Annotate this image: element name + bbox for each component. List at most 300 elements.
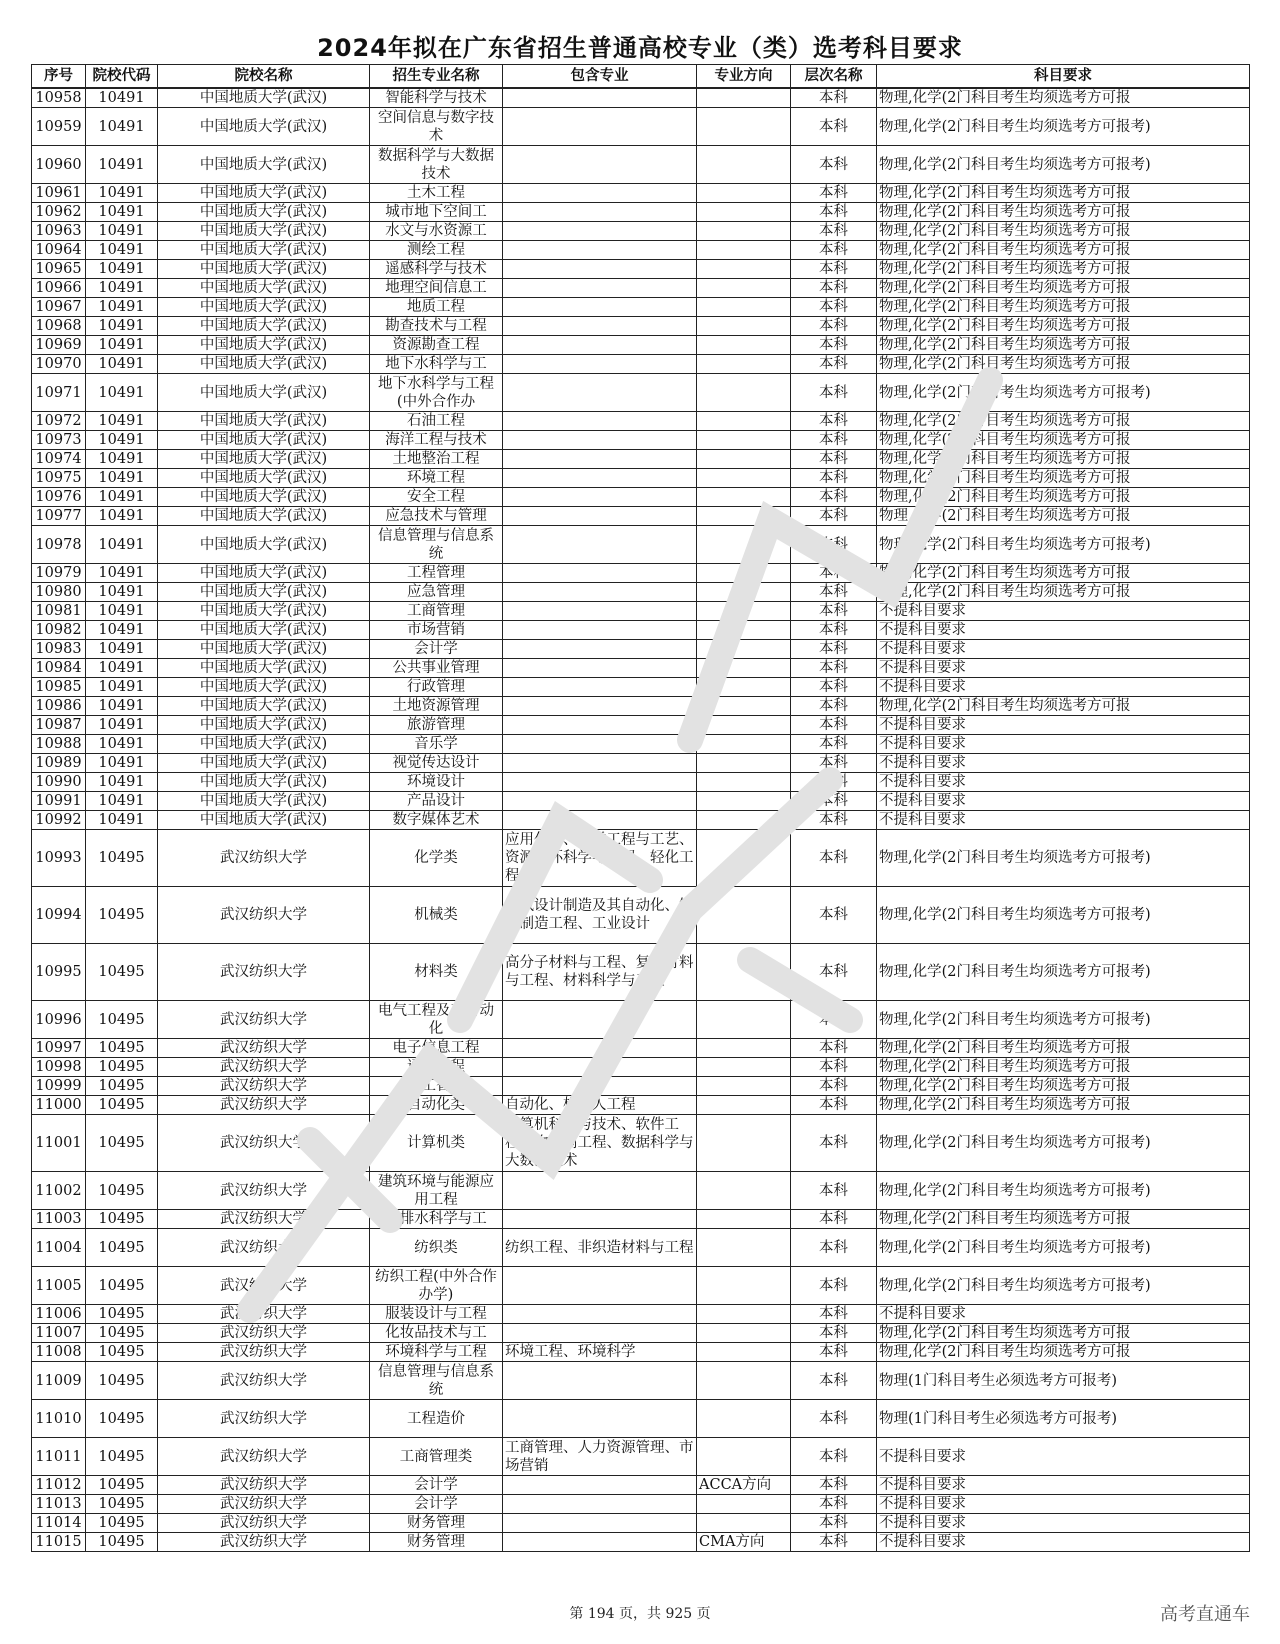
requirement-cell: 物理(1门科目考生必须选考方可报考): [877, 1362, 1250, 1400]
requirement-cell: 物理,化学(2门科目考生均须选考方可报: [877, 564, 1250, 583]
major-cell: 音乐学: [370, 735, 503, 754]
school-cell: 武汉纺织大学: [158, 1533, 370, 1552]
major-cell: 资源勘查工程: [370, 336, 503, 355]
direction-cell: [697, 1267, 791, 1305]
code-cell: 10495: [86, 1533, 158, 1552]
level-cell: 本科: [791, 1039, 877, 1058]
major-cell: 纺织工程(中外合作办学): [370, 1267, 503, 1305]
seq-cell: 10959: [32, 108, 86, 146]
level-cell: 本科: [791, 1229, 877, 1267]
seq-cell: 10991: [32, 792, 86, 811]
seq-cell: 10970: [32, 355, 86, 374]
seq-cell: 10966: [32, 279, 86, 298]
major-cell: 测绘工程: [370, 241, 503, 260]
include-cell: [503, 773, 697, 792]
seq-cell: 10994: [32, 887, 86, 944]
major-cell: 数据科学与大数据技术: [370, 146, 503, 184]
table-row: [32, 298, 1250, 317]
major-cell: 环境工程: [370, 469, 503, 488]
requirement-cell: 不提科目要求: [877, 1495, 1250, 1514]
level-cell: 本科: [791, 336, 877, 355]
requirement-cell: 物理,化学(2门科目考生均须选考方可报: [877, 241, 1250, 260]
seq-cell: 10983: [32, 640, 86, 659]
level-cell: 本科: [791, 317, 877, 336]
school-cell: 武汉纺织大学: [158, 1476, 370, 1495]
school-cell: 中国地质大学(武汉): [158, 412, 370, 431]
requirement-cell: 不提科目要求: [877, 754, 1250, 773]
direction-cell: [697, 944, 791, 1001]
include-cell: [503, 1533, 697, 1552]
table-row: [32, 1172, 1250, 1210]
major-cell: 电气工程及其自动化: [370, 1001, 503, 1039]
direction-cell: [697, 716, 791, 735]
table-row: [32, 1476, 1250, 1495]
school-cell: 中国地质大学(武汉): [158, 108, 370, 146]
column-header: 专业方向: [697, 65, 791, 89]
table-row: [32, 450, 1250, 469]
major-cell: 会计学: [370, 1495, 503, 1514]
requirement-cell: 物理,化学(2门科目考生均须选考方可报考): [877, 1172, 1250, 1210]
major-cell: 给排水科学与工: [370, 1210, 503, 1229]
requirement-cell: 物理,化学(2门科目考生均须选考方可报考): [877, 374, 1250, 412]
school-cell: 中国地质大学(武汉): [158, 203, 370, 222]
major-cell: 工商管理类: [370, 1438, 503, 1476]
school-cell: 中国地质大学(武汉): [158, 355, 370, 374]
requirement-cell: 物理,化学(2门科目考生均须选考方可报: [877, 88, 1250, 108]
major-cell: 化妆品技术与工: [370, 1324, 503, 1343]
table-row: [32, 412, 1250, 431]
code-cell: 10491: [86, 88, 158, 108]
code-cell: 10491: [86, 260, 158, 279]
code-cell: 10491: [86, 108, 158, 146]
direction-cell: [697, 659, 791, 678]
include-cell: [503, 1039, 697, 1058]
major-cell: 信息管理与信息系统: [370, 1362, 503, 1400]
table-row: [32, 1533, 1250, 1552]
table-row: [32, 1362, 1250, 1400]
school-cell: 中国地质大学(武汉): [158, 222, 370, 241]
level-cell: 本科: [791, 811, 877, 830]
include-cell: [503, 260, 697, 279]
requirements-table: [31, 64, 1250, 1552]
table-row: [32, 792, 1250, 811]
direction-cell: [697, 1438, 791, 1476]
requirement-cell: 物理,化学(2门科目考生均须选考方可报考): [877, 887, 1250, 944]
requirement-cell: 物理,化学(2门科目考生均须选考方可报: [877, 222, 1250, 241]
level-cell: 本科: [791, 488, 877, 507]
level-cell: 本科: [791, 621, 877, 640]
level-cell: 本科: [791, 773, 877, 792]
major-cell: 地下水科学与工: [370, 355, 503, 374]
school-cell: 中国地质大学(武汉): [158, 241, 370, 260]
include-cell: [503, 1210, 697, 1229]
seq-cell: 11007: [32, 1324, 86, 1343]
requirement-cell: 物理,化学(2门科目考生均须选考方可报: [877, 450, 1250, 469]
column-header: 包含专业: [503, 65, 697, 89]
direction-cell: [697, 1305, 791, 1324]
table-row: [32, 336, 1250, 355]
include-cell: [503, 1362, 697, 1400]
major-cell: 环境设计: [370, 773, 503, 792]
table-row: [32, 944, 1250, 1001]
requirement-cell: 物理,化学(2门科目考生均须选考方可报: [877, 469, 1250, 488]
requirement-cell: 物理,化学(2门科目考生均须选考方可报: [877, 1077, 1250, 1096]
direction-cell: [697, 640, 791, 659]
seq-cell: 10977: [32, 507, 86, 526]
level-cell: 本科: [791, 412, 877, 431]
include-cell: [503, 108, 697, 146]
level-cell: 本科: [791, 583, 877, 602]
level-cell: 本科: [791, 355, 877, 374]
school-cell: 武汉纺织大学: [158, 1001, 370, 1039]
level-cell: 本科: [791, 374, 877, 412]
table-row: [32, 735, 1250, 754]
table-row: [32, 1229, 1250, 1267]
major-cell: 安全工程: [370, 488, 503, 507]
level-cell: 本科: [791, 1305, 877, 1324]
school-cell: 中国地质大学(武汉): [158, 507, 370, 526]
code-cell: 10491: [86, 374, 158, 412]
school-cell: 武汉纺织大学: [158, 1362, 370, 1400]
requirement-cell: 物理,化学(2门科目考生均须选考方可报: [877, 507, 1250, 526]
direction-cell: [697, 488, 791, 507]
school-cell: 武汉纺织大学: [158, 1039, 370, 1058]
seq-cell: 10963: [32, 222, 86, 241]
table-row: [32, 583, 1250, 602]
table-row: [32, 431, 1250, 450]
table-row: [32, 697, 1250, 716]
include-cell: 纺织工程、非织造材料与工程: [503, 1229, 697, 1267]
include-cell: [503, 488, 697, 507]
school-cell: 中国地质大学(武汉): [158, 336, 370, 355]
direction-cell: [697, 678, 791, 697]
seq-cell: 10975: [32, 469, 86, 488]
level-cell: 本科: [791, 754, 877, 773]
include-cell: [503, 735, 697, 754]
direction-cell: [697, 526, 791, 564]
table-row: [32, 184, 1250, 203]
include-cell: [503, 374, 697, 412]
school-cell: 中国地质大学(武汉): [158, 697, 370, 716]
direction-cell: [697, 355, 791, 374]
table-row: [32, 640, 1250, 659]
school-cell: 中国地质大学(武汉): [158, 450, 370, 469]
requirement-cell: 物理,化学(2门科目考生均须选考方可报考): [877, 1115, 1250, 1172]
requirement-cell: 不提科目要求: [877, 735, 1250, 754]
include-cell: [503, 1400, 697, 1438]
direction-cell: [697, 298, 791, 317]
major-cell: 会计学: [370, 640, 503, 659]
brand-label: 高考直通车: [1160, 1604, 1250, 1625]
major-cell: 服装设计与工程: [370, 1305, 503, 1324]
level-cell: 本科: [791, 507, 877, 526]
direction-cell: [697, 374, 791, 412]
major-cell: 土地整治工程: [370, 450, 503, 469]
seq-cell: 11014: [32, 1514, 86, 1533]
seq-cell: 11003: [32, 1210, 86, 1229]
major-cell: 城市地下空间工: [370, 203, 503, 222]
seq-cell: 10961: [32, 184, 86, 203]
major-cell: 数字媒体艺术: [370, 811, 503, 830]
table-row: [32, 507, 1250, 526]
seq-cell: 10992: [32, 811, 86, 830]
level-cell: 本科: [791, 1476, 877, 1495]
direction-cell: [697, 203, 791, 222]
include-cell: [503, 716, 697, 735]
code-cell: 10491: [86, 697, 158, 716]
major-cell: 应急管理: [370, 583, 503, 602]
direction-cell: [697, 754, 791, 773]
level-cell: 本科: [791, 1096, 877, 1115]
requirement-cell: 物理,化学(2门科目考生均须选考方可报: [877, 1343, 1250, 1362]
direction-cell: [697, 108, 791, 146]
level-cell: 本科: [791, 1495, 877, 1514]
seq-cell: 10964: [32, 241, 86, 260]
table-row: [32, 830, 1250, 887]
direction-cell: [697, 583, 791, 602]
level-cell: 本科: [791, 792, 877, 811]
table-row: [32, 241, 1250, 260]
seq-cell: 10958: [32, 88, 86, 108]
requirement-cell: 不提科目要求: [877, 1438, 1250, 1476]
include-cell: 工商管理、人力资源管理、市场营销: [503, 1438, 697, 1476]
include-cell: [503, 1001, 697, 1039]
direction-cell: [697, 184, 791, 203]
include-cell: [503, 1324, 697, 1343]
school-cell: 武汉纺织大学: [158, 1115, 370, 1172]
seq-cell: 10965: [32, 260, 86, 279]
direction-cell: [697, 621, 791, 640]
direction-cell: [697, 1077, 791, 1096]
code-cell: 10495: [86, 1115, 158, 1172]
requirement-cell: 物理,化学(2门科目考生均须选考方可报: [877, 298, 1250, 317]
level-cell: 本科: [791, 260, 877, 279]
direction-cell: [697, 222, 791, 241]
seq-cell: 11015: [32, 1533, 86, 1552]
code-cell: 10495: [86, 1058, 158, 1077]
table-row: [32, 1343, 1250, 1362]
code-cell: 10491: [86, 640, 158, 659]
seq-cell: 10967: [32, 298, 86, 317]
code-cell: 10491: [86, 716, 158, 735]
major-cell: 电子信息工程: [370, 1039, 503, 1058]
include-cell: 自动化、机器人工程: [503, 1096, 697, 1115]
requirement-cell: 物理,化学(2门科目考生均须选考方可报: [877, 1210, 1250, 1229]
seq-cell: 11000: [32, 1096, 86, 1115]
level-cell: 本科: [791, 88, 877, 108]
code-cell: 10491: [86, 222, 158, 241]
school-cell: 中国地质大学(武汉): [158, 469, 370, 488]
include-cell: [503, 336, 697, 355]
level-cell: 本科: [791, 564, 877, 583]
code-cell: 10495: [86, 1001, 158, 1039]
requirement-cell: 不提科目要求: [877, 602, 1250, 621]
code-cell: 10495: [86, 1400, 158, 1438]
include-cell: [503, 317, 697, 336]
code-cell: 10491: [86, 450, 158, 469]
major-cell: 行政管理: [370, 678, 503, 697]
requirement-cell: 物理,化学(2门科目考生均须选考方可报: [877, 1058, 1250, 1077]
requirement-cell: 不提科目要求: [877, 716, 1250, 735]
code-cell: 10495: [86, 1267, 158, 1305]
seq-cell: 10968: [32, 317, 86, 336]
code-cell: 10491: [86, 412, 158, 431]
school-cell: 中国地质大学(武汉): [158, 811, 370, 830]
include-cell: [503, 450, 697, 469]
table-row: [32, 716, 1250, 735]
level-cell: 本科: [791, 1343, 877, 1362]
level-cell: 本科: [791, 1533, 877, 1552]
level-cell: 本科: [791, 146, 877, 184]
include-cell: [503, 602, 697, 621]
major-cell: 遥感科学与技术: [370, 260, 503, 279]
school-cell: 中国地质大学(武汉): [158, 260, 370, 279]
major-cell: 化学类: [370, 830, 503, 887]
requirement-cell: 不提科目要求: [877, 1305, 1250, 1324]
include-cell: [503, 1172, 697, 1210]
direction-cell: [697, 1400, 791, 1438]
school-cell: 武汉纺织大学: [158, 1495, 370, 1514]
include-cell: [503, 507, 697, 526]
requirement-cell: 不提科目要求: [877, 792, 1250, 811]
major-cell: 纺织类: [370, 1229, 503, 1267]
include-cell: [503, 1058, 697, 1077]
requirement-cell: 物理,化学(2门科目考生均须选考方可报考): [877, 1001, 1250, 1039]
code-cell: 10491: [86, 602, 158, 621]
major-cell: 通信工程: [370, 1058, 503, 1077]
level-cell: 本科: [791, 735, 877, 754]
level-cell: 本科: [791, 1324, 877, 1343]
code-cell: 10491: [86, 431, 158, 450]
code-cell: 10495: [86, 1210, 158, 1229]
major-cell: 视觉传达设计: [370, 754, 503, 773]
table-row: [32, 1058, 1250, 1077]
code-cell: 10491: [86, 735, 158, 754]
include-cell: [503, 469, 697, 488]
code-cell: 10495: [86, 944, 158, 1001]
school-cell: 中国地质大学(武汉): [158, 488, 370, 507]
major-cell: 会计学: [370, 1476, 503, 1495]
level-cell: 本科: [791, 716, 877, 735]
major-cell: 工程管理: [370, 564, 503, 583]
code-cell: 10491: [86, 564, 158, 583]
code-cell: 10495: [86, 1495, 158, 1514]
school-cell: 中国地质大学(武汉): [158, 526, 370, 564]
include-cell: [503, 203, 697, 222]
major-cell: 财务管理: [370, 1533, 503, 1552]
code-cell: 10491: [86, 621, 158, 640]
include-cell: [503, 583, 697, 602]
level-cell: 本科: [791, 887, 877, 944]
code-cell: 10491: [86, 811, 158, 830]
school-cell: 中国地质大学(武汉): [158, 317, 370, 336]
level-cell: 本科: [791, 1172, 877, 1210]
table-row: [32, 355, 1250, 374]
school-cell: 中国地质大学(武汉): [158, 431, 370, 450]
seq-cell: 10979: [32, 564, 86, 583]
include-cell: [503, 184, 697, 203]
include-cell: [503, 298, 697, 317]
direction-cell: [697, 564, 791, 583]
requirement-cell: 物理,化学(2门科目考生均须选考方可报考): [877, 1267, 1250, 1305]
seq-cell: 10998: [32, 1058, 86, 1077]
major-cell: 自动化类: [370, 1096, 503, 1115]
requirement-cell: 不提科目要求: [877, 659, 1250, 678]
school-cell: 武汉纺织大学: [158, 830, 370, 887]
school-cell: 武汉纺织大学: [158, 944, 370, 1001]
code-cell: 10491: [86, 336, 158, 355]
requirement-cell: 物理,化学(2门科目考生均须选考方可报: [877, 1039, 1250, 1058]
major-cell: 应急技术与管理: [370, 507, 503, 526]
include-cell: 环境工程、环境科学: [503, 1343, 697, 1362]
direction-cell: [697, 1172, 791, 1210]
school-cell: 中国地质大学(武汉): [158, 754, 370, 773]
code-cell: 10495: [86, 1514, 158, 1533]
school-cell: 中国地质大学(武汉): [158, 735, 370, 754]
level-cell: 本科: [791, 659, 877, 678]
seq-cell: 10988: [32, 735, 86, 754]
seq-cell: 11010: [32, 1400, 86, 1438]
level-cell: 本科: [791, 298, 877, 317]
level-cell: 本科: [791, 640, 877, 659]
table-row: [32, 1039, 1250, 1058]
include-cell: [503, 792, 697, 811]
include-cell: [503, 355, 697, 374]
level-cell: 本科: [791, 678, 877, 697]
requirement-cell: 不提科目要求: [877, 1476, 1250, 1495]
school-cell: 中国地质大学(武汉): [158, 184, 370, 203]
column-header: 层次名称: [791, 65, 877, 89]
direction-cell: [697, 431, 791, 450]
school-cell: 武汉纺织大学: [158, 1267, 370, 1305]
include-cell: [503, 640, 697, 659]
code-cell: 10491: [86, 298, 158, 317]
code-cell: 10495: [86, 1039, 158, 1058]
table-row: [32, 1514, 1250, 1533]
include-cell: [503, 241, 697, 260]
level-cell: 本科: [791, 1400, 877, 1438]
major-cell: 公共事业管理: [370, 659, 503, 678]
school-cell: 中国地质大学(武汉): [158, 640, 370, 659]
direction-cell: [697, 241, 791, 260]
column-header: 院校代码: [86, 65, 158, 89]
table-row: [32, 146, 1250, 184]
requirement-cell: 物理,化学(2门科目考生均须选考方可报: [877, 279, 1250, 298]
include-cell: [503, 88, 697, 108]
code-cell: 10495: [86, 1096, 158, 1115]
include-cell: [503, 1495, 697, 1514]
level-cell: 本科: [791, 1438, 877, 1476]
include-cell: [503, 564, 697, 583]
major-cell: 环境科学与工程: [370, 1343, 503, 1362]
direction-cell: [697, 830, 791, 887]
code-cell: 10491: [86, 526, 158, 564]
level-cell: 本科: [791, 184, 877, 203]
level-cell: 本科: [791, 1514, 877, 1533]
school-cell: 中国地质大学(武汉): [158, 659, 370, 678]
seq-cell: 10980: [32, 583, 86, 602]
code-cell: 10495: [86, 887, 158, 944]
code-cell: 10495: [86, 1362, 158, 1400]
table-row: [32, 1324, 1250, 1343]
school-cell: 中国地质大学(武汉): [158, 146, 370, 184]
include-cell: [503, 754, 697, 773]
level-cell: 本科: [791, 1210, 877, 1229]
table-row: [32, 1305, 1250, 1324]
table-row: [32, 279, 1250, 298]
direction-cell: [697, 260, 791, 279]
direction-cell: [697, 317, 791, 336]
